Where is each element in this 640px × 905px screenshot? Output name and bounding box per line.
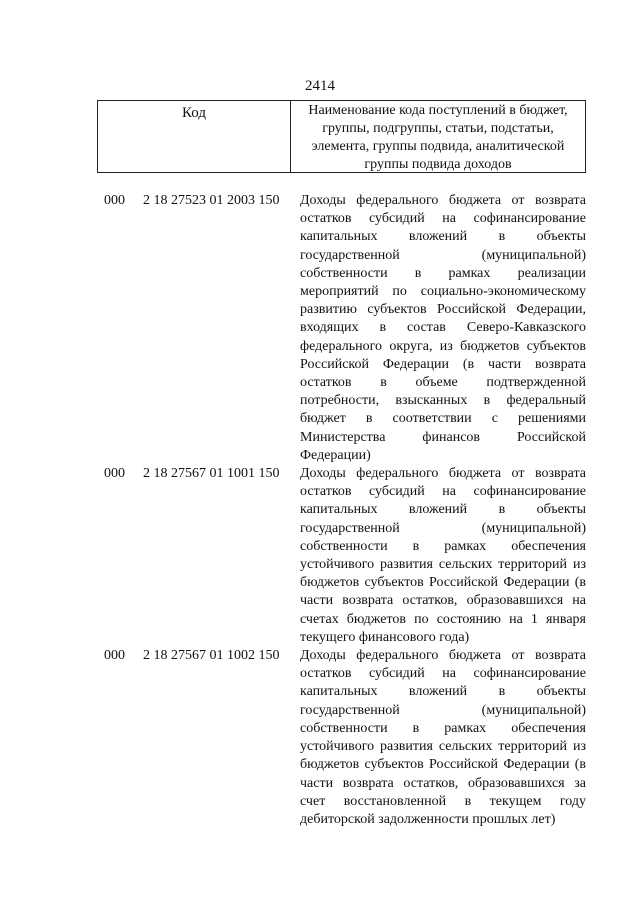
row-admin-code: 000	[104, 193, 125, 208]
table-header	[97, 100, 586, 173]
row-revenue-code: 2 18 27567 01 1002 150	[143, 648, 280, 664]
row-revenue-code: 2 18 27567 01 1001 150	[143, 466, 280, 482]
table-row	[0, 647, 640, 829]
row-description: Доходы федерального бюджета от возврата остатков субсидий на софинансирование капитальных вложений в объекты государственной (муниципальной) собственности в рамках реализации мероприятий по социально-экономическому развитию субъектов Российской Федерации, входящих в состав Северо-Кавказского федерального округа, из бюджетов субъектов Российской Федерации (в части возврата остатков в объеме подтвержденной потребности, взысканных в федеральный бюджет в соответствии с решениями Министерства финансов Российской Федерации)	[300, 193, 586, 463]
row-admin-code: 000	[104, 648, 125, 664]
row-admin-code: 000	[104, 466, 125, 482]
page-number: 2414	[305, 78, 335, 94]
table-body	[0, 192, 640, 829]
header-name-label: Наименование кода поступлений в бюджет, группы, подгруппы, статьи, подстатьи, элемента, группы подвида, аналитической группы подвида доходов	[308, 103, 568, 172]
row-description: Доходы федерального бюджета от возврата остатков субсидий на софинансирование капитальных вложений в объекты государственной (муниципальной) собственности в рамках обеспечения устойчивого развития сельских территорий из бюджетов субъектов Российской Федерации (в части возврата остатков, образовавшихся за счет восстановленной в текущем году дебиторской задолженности прошлых лет)	[300, 648, 586, 827]
table-row	[0, 465, 640, 647]
table-row	[0, 192, 640, 465]
header-code-label: Код	[98, 101, 291, 172]
row-description: Доходы федерального бюджета от возврата остатков субсидий на софинансирование капитальных вложений в объекты государственной (муниципальной) собственности в рамках обеспечения устойчивого развития сельских территорий из бюджетов субъектов Российской Федерации (в части возврата остатков, образовавшихся на счетах бюджетов по состоянию на 1 января текущего финансового года)	[300, 466, 586, 645]
row-revenue-code: 2 18 27523 01 2003 150	[143, 193, 280, 208]
